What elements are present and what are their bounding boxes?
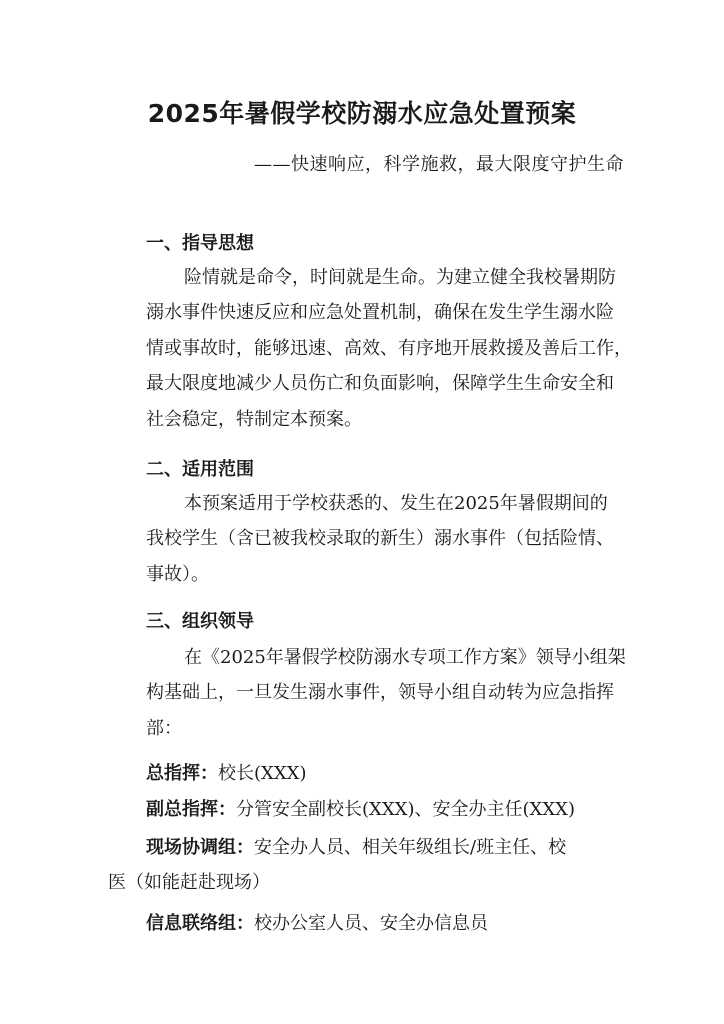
role-value: 分管安全副校长(XXX)、安全办主任(XXX) xyxy=(236,799,575,820)
role-value: 校办公室人员、安全办信息员 xyxy=(254,913,488,934)
role-label: 副总指挥： xyxy=(146,799,236,820)
section-heading-scope: 二、适用范围 xyxy=(146,459,254,480)
section-body-scope xyxy=(108,486,618,592)
role-label: 现场协调组： xyxy=(146,837,254,858)
role-value: 校长(XXX) xyxy=(218,763,307,784)
role-deputy-commander xyxy=(108,792,618,827)
paragraph-line: 事故）。 xyxy=(146,563,209,585)
section-body-organization xyxy=(108,640,626,746)
role-continuation: 医（如能赶赴现场） xyxy=(108,872,270,894)
paragraph-line: 部： xyxy=(146,717,182,739)
role-value: 安全办人员、相关年级组长/班主任、校 xyxy=(254,837,567,858)
paragraph-line: 社会稳定，特制定本预案。 xyxy=(146,408,362,430)
section-heading-organization: 三、组织领导 xyxy=(146,611,254,632)
section-heading-guiding-ideology: 一、指导思想 xyxy=(146,233,254,254)
paragraph-line: 在《2025年暑假学校防溺水专项工作方案》领导小组架 xyxy=(184,647,626,668)
paragraph-line: 最大限度地减少人员伤亡和负面影响，保障学生生命安全和 xyxy=(146,373,614,395)
paragraph-line: 构基础上，一旦发生溺水事件，领导小组自动转为应急指挥 xyxy=(146,682,614,704)
paragraph-line: 溺水事件快速反应和应急处置机制，确保在发生学生溺水险 xyxy=(146,302,614,324)
document-subtitle: ——快速响应，科学施救，最大限度守护生命 xyxy=(254,154,624,175)
section-body-guiding-ideology xyxy=(108,260,632,437)
paragraph-line: 我校学生（含已被我校录取的新生）溺水事件（包括险情、 xyxy=(146,528,614,550)
paragraph-line: 情或事故时，能够迅速、高效、有序地开展救援及善后工作， xyxy=(146,337,632,359)
document-title: 2025年暑假学校防溺水应急处置预案 xyxy=(147,99,577,128)
role-onsite-coordination xyxy=(108,830,618,901)
role-commander xyxy=(108,756,618,791)
role-info-liaison xyxy=(108,906,618,941)
paragraph-line: 险情就是命令，时间就是生命。为建立健全我校暑期防 xyxy=(184,267,616,288)
role-label: 信息联络组： xyxy=(146,913,254,934)
role-label: 总指挥： xyxy=(146,763,218,784)
paragraph-line: 本预案适用于学校获悉的、发生在2025年暑假期间的 xyxy=(184,493,608,514)
